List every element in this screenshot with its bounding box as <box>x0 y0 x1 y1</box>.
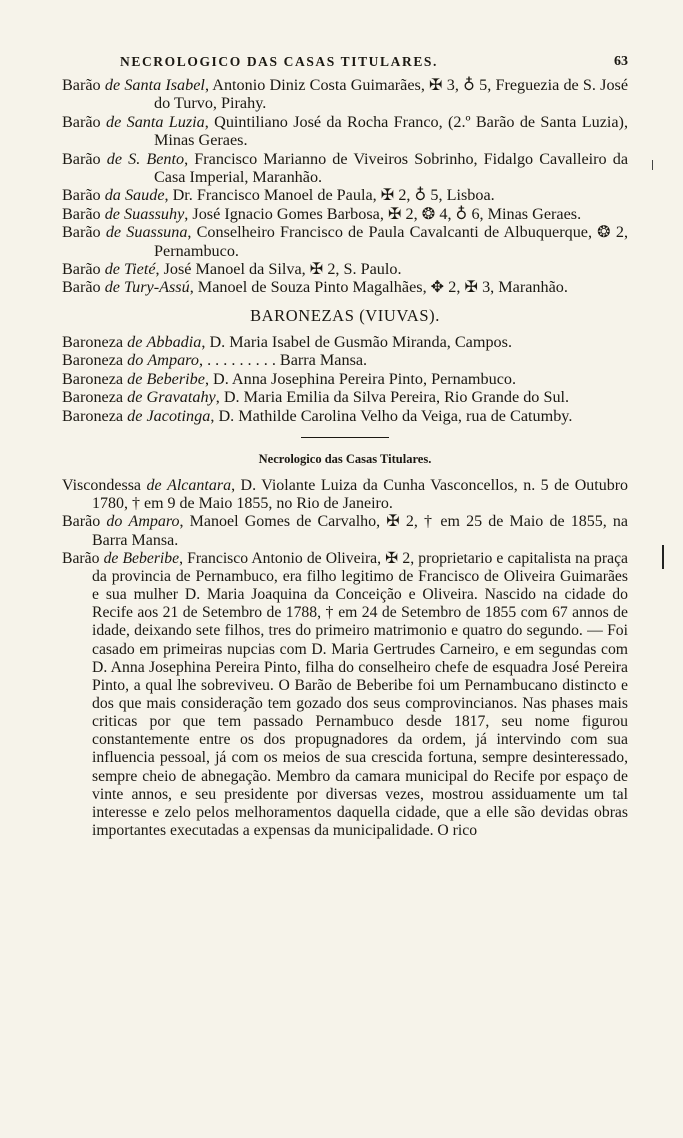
baroes-list <box>62 76 628 297</box>
barao-entry: Barão de Suassuna, Conselheiro Francisco de Paula Cavalcanti de Albuquerque, ❂ 2, Pernambuco. <box>62 223 629 260</box>
barao-entry: Barão de Tury-Assú, Manoel de Souza Pinto Magalhães, ✥ 2, ✠ 3, Maranhão. <box>62 278 568 297</box>
page-number: 63 <box>614 54 628 69</box>
baronezas-heading: BARONEZAS (VIUVAS). <box>250 305 440 325</box>
baronezas-list <box>62 333 628 425</box>
barao-entry: Barão de Suassuhy, José Ignacio Gomes Barbosa, ✠ 2, ❂ 4, ♁ 6, Minas Geraes. <box>62 204 582 223</box>
running-title: NECROLOGICO DAS CASAS TITULARES. <box>120 54 439 69</box>
barao-entry: Barão de S. Bento, Francisco Marianno de Viveiros Sobrinho, Fidalgo Cavalleiro da Casa Imperial, Maranhão. <box>62 149 629 187</box>
baroneza-entry: Baroneza do Amparo, . . . . . . . . . Barra Mansa. <box>62 351 368 370</box>
barao-entry: Barão de Tieté, José Manoel da Silva, ✠ 2, S. Paulo. <box>62 260 402 279</box>
necrologio-entry: Barão de Beberibe, Francisco Antonio de Oliveira, ✠ 2, proprietario e capitalista na praça da provincia de Pernambuco, era filho legitimo de Francisco de Oliveira Guimarães e sua mulher D. Maria Joaquina da Conceição e Oliveira. Nascido na cidade do Recife aos 21 de Setembro de 1788, † em 24 de Setembro de 1855 com 67 annos de idade, deixando sete filhos, tres do primeiro matrimonio e quatro do segundo. — Foi casado em primeiras nupcias com D. Maria Gertrudes Carneiro, e em segundas com D. Anna Josephina Pereira Pinto, filha do conselheiro chefe de esquadra José Pereira Pinto, a qual lhe sobreviveu. O Barão de Beberibe foi um Pernambucano distincto e dos que mais consideração tem gozado dos seus comprovincianos. Nas phases mais criticas por que tem passado Pernambuco desde 1817, seu nome figurou constantemente entre os dos propugnadores da ordem, já intervindo com sua influencia pessoal, já com os meios de sua crescida fortuna, sempre desinteressado, sempre cheio de abnegação. Membro da camara municipal do Recife por espaço de vinte annos, e seu presidente por diversas vezes, mostrou assiduamente um tal interesse e zelo pelos melhoramentos daquella cidade, que a elle são devidas obras importantes executadas a expensas da municipalidade. O rico <box>62 549 628 840</box>
necrologio-entry: Viscondessa de Alcantara, D. Violante Luiza da Cunha Vasconcellos, n. 5 de Outubro 1780, † em 9 de Maio 1855, no Rio de Janeiro. <box>62 476 629 513</box>
necrologio-entry: Barão do Amparo, Manoel Gomes de Carvalho, ✠ 2, † em 25 de Maio de 1855, na Barra Mansa. <box>62 513 629 549</box>
baroneza-entry: Baroneza de Jacotinga, D. Mathilde Carolina Velho da Veiga, rua de Catumby. <box>62 406 573 425</box>
section-divider <box>301 437 389 438</box>
page-header <box>62 50 628 76</box>
baroneza-entry: Baroneza de Gravatahy, D. Maria Emilia da Silva Pereira, Rio Grande do Sul. <box>62 388 570 407</box>
barao-entry: Barão de Santa Isabel, Antonio Diniz Costa Guimarães, ✠ 3, ♁ 5, Freguezia de S. José do Turvo, Pirahy. <box>62 76 629 113</box>
book-page <box>62 50 628 840</box>
necrologio-list <box>62 477 628 840</box>
margin-mark <box>652 160 653 170</box>
barao-entry: Barão de Santa Luzia, Quintiliano José da Rocha Franco, (2.º Barão de Santa Luzia), Minas Geraes. <box>62 112 628 150</box>
necrologico-heading: Necrologico das Casas Titulares. <box>258 451 432 466</box>
baroneza-entry: Baroneza de Beberibe, D. Anna Josephina Pereira Pinto, Pernambuco. <box>62 369 517 388</box>
baroneza-entry: Baroneza de Abbadia, D. Maria Isabel de Gusmão Miranda, Campos. <box>62 332 512 351</box>
barao-entry: Barão da Saude, Dr. Francisco Manoel de Paula, ✠ 2, ♁ 5, Lisboa. <box>62 186 495 205</box>
margin-mark <box>662 545 664 569</box>
